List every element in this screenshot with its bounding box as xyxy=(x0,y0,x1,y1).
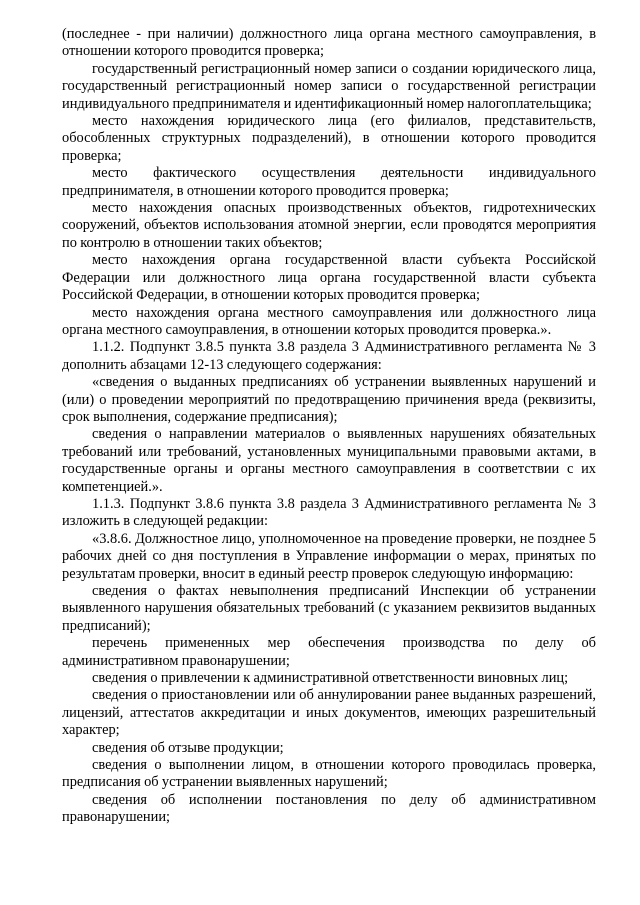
paragraph-clause-1-1-2: 1.1.2. Подпункт 3.8.5 пункта 3.8 раздела 3 Административного регламента № 3 дополнить абзацами 12-13 следующего содержания: xyxy=(62,339,596,373)
paragraph-registration-number: государственный регистрационный номер записи о создании юридического лица, государственный регистрационный номер записи о государственной регистрации индивидуального предпринимателя и идентификационный номер налогоплательщика; xyxy=(62,60,596,112)
paragraph-non-fulfilment-facts: сведения о фактах невыполнения предписаний Инспекции об устранении выявленного нарушения обязательных требований (с указанием реквизитов выданных предписаний); xyxy=(62,583,596,634)
paragraph-state-authority-location: место нахождения органа государственной власти субъекта Российской Федерации или должностного лица органа государственной власти субъекта Российской Федерации, в отношении которых проводится проверка; xyxy=(62,252,596,304)
paragraph-enforcement-measures: перечень примененных мер обеспечения производства по делу об административном правонарушении; xyxy=(62,635,596,669)
paragraph-materials-referral-info: сведения о направлении материалов о выявленных нарушениях обязательных требований или требований, установленных муниципальными правовыми актами, в государственные органы и органы местного самоуправления в соответствии с их компетенцией.». xyxy=(62,426,596,495)
paragraph-order-fulfilment: сведения о выполнении лицом, в отношении которого проводилась проверка, предписания об устранении выявленных нарушений; xyxy=(62,757,596,791)
paragraph-entrepreneur-activity-place: место фактического осуществления деятельности индивидуального предпринимателя, в отношении которого проводится проверка; xyxy=(62,165,596,199)
paragraph-product-recall: сведения об отзыве продукции; xyxy=(92,739,284,756)
paragraph-local-authority-location: место нахождения органа местного самоуправления или должностного лица органа местного самоуправления, в отношении которых проводится проверка.». xyxy=(62,304,596,338)
paragraph-clause-1-1-3: 1.1.3. Подпункт 3.8.6 пункта 3.8 раздела 3 Административного регламента № 3 изложить в следующей редакции: xyxy=(62,495,596,530)
paragraph-legal-entity-location: место нахождения юридического лица (его филиалов, представительств, обособленных структурных подразделений), в отношении которого проводится проверка; xyxy=(62,113,596,164)
paragraph-permits-suspension: сведения о приостановлении или об аннулировании ранее выданных разрешений, лицензий, аттестатов аккредитации и иных документов, имеющих разрешительный характер; xyxy=(62,687,596,739)
paragraph-official-fullname-end: (последнее - при наличии) должностного лица органа местного самоуправления, в отношении которого проводится проверка; xyxy=(62,26,596,60)
paragraph-issued-orders-info: «сведения о выданных предписаниях об устранении выявленных нарушений и (или) о проведении мероприятий по предотвращению причинения вреда (реквизиты, срок выполнения, содержание предписания); xyxy=(62,374,596,425)
paragraph-hazardous-objects-location: место нахождения опасных производственных объектов, гидротехнических сооружений, объектов использования атомной энергии, если проводятся мероприятия по контролю в отношении таких объектов; xyxy=(62,200,596,251)
document-body xyxy=(62,26,596,827)
paragraph-clause-3-8-6: «3.8.6. Должностное лицо, уполномоченное на проведение проверки, не позднее 5 рабочих дней со дня поступления в Управление информации о мерах, принятых по результатам проверки, вносит в единый реестр проверок следующую информацию: xyxy=(62,530,596,582)
paragraph-administrative-liability: сведения о привлечении к административной ответственности виновных лиц; xyxy=(92,670,569,687)
paragraph-resolution-execution: сведения об исполнении постановления по делу об административном правонарушении; xyxy=(62,791,596,826)
